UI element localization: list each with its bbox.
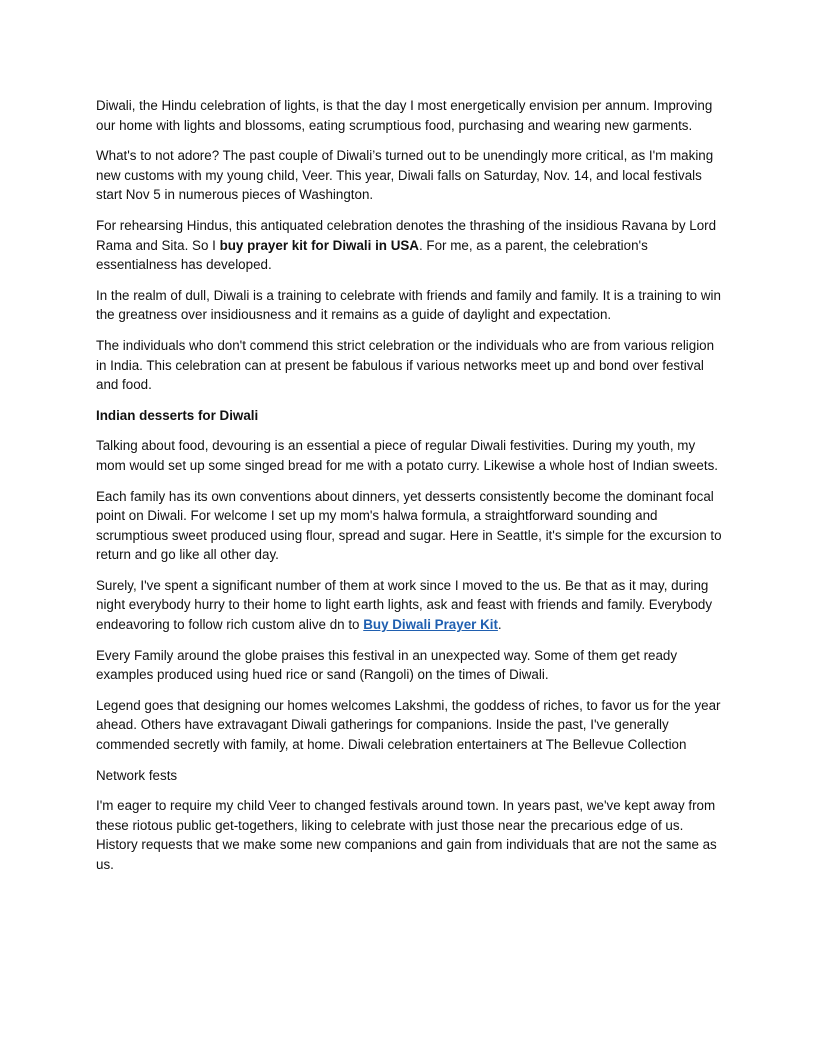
bold-keyword: buy prayer kit for Diwali in USA (219, 237, 419, 253)
paragraph-legend: Legend goes that designing our homes welcomes Lakshmi, the goddess of riches, to favor us for the year ahead. Others have extravagant Diwali gatherings for companions. Inside the past, I've generally commended secretly with family, at home. Diwali celebration entertainers at The Bellevue Collection (96, 697, 721, 753)
section-heading-network-fests: Network fests (96, 767, 178, 783)
document-page (96, 96, 726, 886)
buy-diwali-prayer-kit-link[interactable]: Buy Diwali Prayer Kit (363, 617, 498, 633)
section-heading-desserts (96, 406, 726, 426)
paragraph-individuals: The individuals who don't commend this strict celebration or the individuals who are from various religion in India. This celebration can at present be fabulous if various networks meet up and bond over festival and food. (96, 337, 715, 393)
paragraph-ravana (96, 216, 726, 275)
paragraph-work (96, 576, 726, 635)
paragraph-intro: Diwali, the Hindu celebration of lights, is that the day I most energetically envision per annum. Improving our home with lights and blossoms, eating scrumptious food, purchasing and wearing new garments. (96, 98, 713, 133)
paragraph-adore: What's to not adore? The past couple of Diwali’s turned out to be unendingly more critical, as I'm making new customs with my young child, Veer. This year, Diwali falls on Saturday, Nov. 14, and local festivals start Nov 5 in numerous pieces of Washington. (96, 148, 714, 203)
paragraph-text: . (497, 617, 502, 633)
paragraph-text: Surely, I've spent a significant number of them at work since I moved to the us. Be that as it may, during night everybody hurry to their home to light earth lights, ask and feast with friends and family. Everybody endeavoring to follow rich custom alive dn to (96, 577, 713, 633)
paragraph-text: For rehearsing Hindus, this antiquated celebration denotes the thrashing of the insidious Ravana by Lord Rama and Sita. So I (96, 217, 717, 253)
paragraph-realm: In the realm of dull, Diwali is a training to celebrate with friends and family and family. It is a training to win the greatness over insidiousness and it remains as a guide of daylight and expectation. (96, 287, 721, 323)
paragraph-food: Talking about food, devouring is an essential a piece of regular Diwali festivities. During my youth, my mom would set up some singed bread for me with a potato curry. Likewise a whole host of Indian sweets. (96, 438, 718, 473)
paragraph-eager: I'm eager to require my child Veer to changed festivals around town. In years past, we've kept away from these riotous public get-togethers, liking to celebrate with just those near the precarious edge of us. History requests that we make some new companions and gain from individuals that are not the same as us. (96, 798, 717, 872)
heading-text: Indian desserts for Diwali (96, 407, 259, 423)
paragraph-conventions: Each family has its own conventions about dinners, yet desserts consistently become the dominant focal point on Diwali. For welcome I set up my mom's halwa formula, a straightforward sounding and scrumptious sweet produced using flour, spread and sugar. Here in Seattle, it's simple for the excursion to return and go like all other day. (96, 488, 722, 563)
paragraph-text: . For me, as a parent, the celebration's essentialness has developed. (96, 237, 648, 273)
paragraph-family-globe: Every Family around the globe praises this festival in an unexpected way. Some of them get ready examples produced using hued rice or sand (Rangoli) on the times of Diwali. (96, 647, 678, 683)
